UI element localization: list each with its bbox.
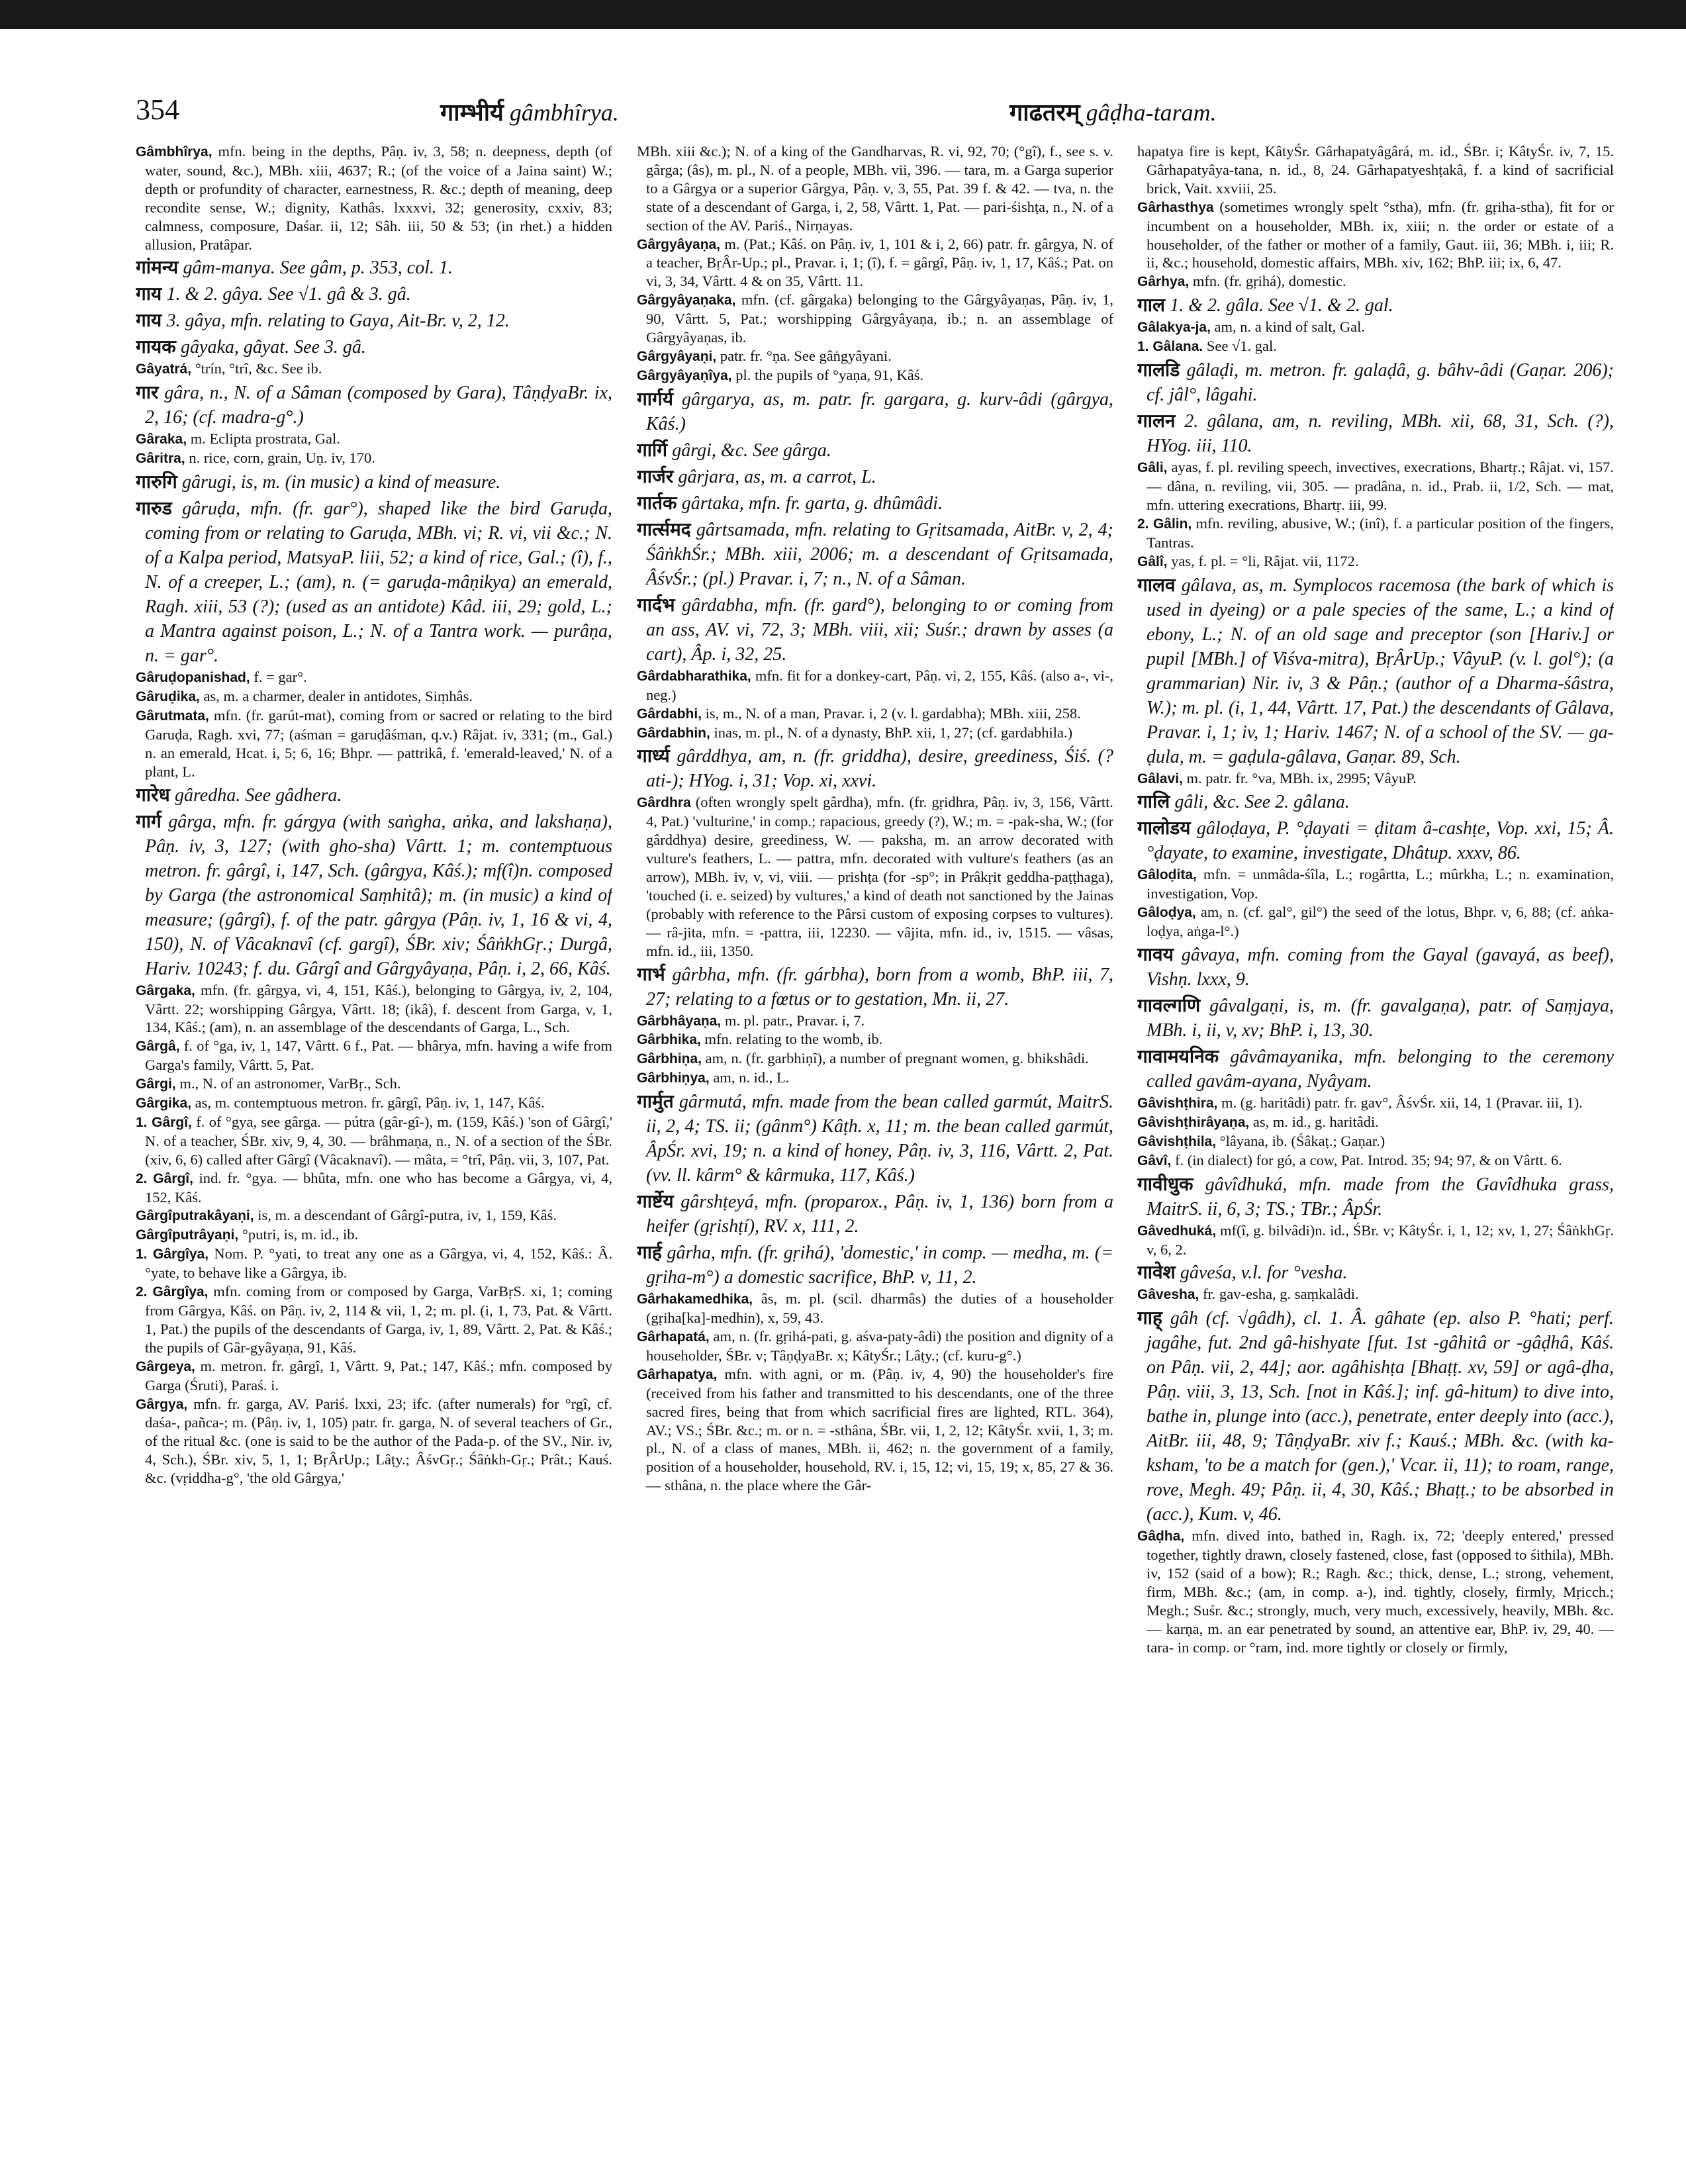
entry-text: gâra, n., N. of a Sâman (composed by Gara), TâṇḍyaBr. ix, 2, 16; (cf. madra-g°.) — [145, 383, 612, 428]
entry-text: mfn. fit for a donkey-cart, Pâṇ. vi, 2, 155, Kâś. (also a-, vi-, neg.) — [646, 667, 1113, 703]
sub-entry — [637, 1068, 1113, 1088]
sub-entry — [1137, 1285, 1614, 1304]
entry-text: is, m., N. of a man, Pravar. i, 2 (v. l. gardabha); MBh. xiii, 258. — [705, 704, 1081, 722]
scan-top-edge — [0, 0, 1686, 29]
entry-text: gârga, mfn. fr. gárgya (with saṅgha, aṅka, and lakshaṇa), Pâṇ. iv, 3, 127; (with gho-sha) Vârtt. 1; m. contemptuous metron. fr. gârgî, i, 147, Sch. (gârgya, Kâś.); mf(î)n. composed by Garga (the astronomical Saṃhitâ); m. (in music) a kind of measure; (gârgî), f. of the patr. gârgya (Pâṇ. iv, 1, 16 & vi, 4, 150), N. of Vâcaknavî (cf. gargî), ŚBr. xiv; ŚâṅkhGṛ.; Durgâ, Hariv. 10243; f. du. Gârgî and Gârgyâyaṇa, Pâṇ. i, 2, 66, Kâś. — [145, 811, 612, 979]
entry-head: गार्ष्टेय — [637, 1190, 674, 1213]
entry-text: mfn. (cf. gârgaka) belonging to the Gârgyâyaṇas, Pâṇ. iv, 1, 90, Vârtt. 5, Pat.; worshipping Gârgyâyaṇa, ib.; n. an assemblage of Gârgyâyaṇas, ib. — [646, 291, 1113, 346]
entry-text: inas, m. pl., N. of a dynasty, BhP. xii, 1, 27; (cf. gardabhila.) — [714, 724, 1073, 741]
entry-head: Gârgi, — [136, 1076, 176, 1092]
entry-head: गाह् — [1137, 1307, 1162, 1329]
entry-text: hapatya fire is kept, KâtyŚr. Gârhapatyâgârá, m. id., ŚBr. i; KâtyŚr. iv, 7, 15. Gârhapatyâya-tana, n. id., 8, 24. Gârhapatyeshṭakâ, f. a kind of sacrificial brick, Vait. xxviii, 25. — [1137, 143, 1614, 197]
sub-entry — [637, 793, 1113, 960]
entry-head: गाय — [136, 309, 162, 332]
entry-head: Gârgâ, — [136, 1039, 180, 1055]
headword-entry — [1137, 1172, 1614, 1221]
sub-entry — [136, 142, 612, 254]
entry-text: (often wrongly spelt gârdha), mfn. (fr. gṛidhra, Pâṇ. iv, 3, 156, Vârtt. 4, Pat.) 'vulturine,' in comp.; rapacious, greedy (?), W.; m. = -pak-sha, W.; (for gârddhya) desire, greediness, W. — paksha, m. an arrow decorated with vulture's feathers, L. — pattra, mfn. decorated with vulture's feathers (as an arrow), MBh. iv, v, vi, viii. — prishṭa (for -sp°; in Prâkṛit geddha-paṭṭhaga), 'touched (i. e. seized) by vultures,' a kind of death not sanctioned by the Jainas (probably with reference to the Pârsi custom of exposing corpses to vultures). — râ-jita, mfn. = -pattra, iii, 12230. — vâjita, mfn. id., iv, 1515. — vâsas, mfn. id., iii, 1350. — [646, 794, 1113, 959]
headword-entry — [637, 1241, 1113, 1290]
entry-head: Gâlî, — [1137, 553, 1168, 569]
entry-head: Gârhapatá, — [637, 1329, 710, 1345]
sub-entry — [136, 1037, 612, 1074]
entry-head: 2. Gâlin, — [1137, 516, 1192, 532]
entry-head: गावामयनिक — [1137, 1045, 1219, 1068]
entry-head: गार्ध्य — [637, 745, 670, 767]
entry-text: mfn. with agni, or m. (Pâṇ. iv, 4, 90) the householder's fire (received from his father and transmitted to his descendants, one of the three sacred fires, being that from which sacrificial fires are lighted, RTL. 364), AV.; VS.; ŚBr. &c.; m. or n. = -sthâna, ŚBr. vii, 1, 2, 12; KâtyŚr. xvii, 1, 3; m. pl., N. of a class of manes, MBh. ii, 462; n. the government of a family, position of a householder, household, RV. i, 15, 12; vi, 15, 19; x, 85, 27 & 36. — sthâna, n. the place where the Gâr- — [646, 1365, 1113, 1494]
sub-entry — [1137, 1221, 1614, 1259]
entry-text: gârha, mfn. (fr. gṛihá), 'domestic,' in comp. — medha, m. (= gṛiha-m°) a domestic sacrifice, BhP. v, 11, 2. — [646, 1243, 1113, 1288]
continued-entry — [637, 142, 1113, 235]
entry-text: gâvîdhuká, mfn. made from the Gavîdhuka grass, MaitrS. ii, 6, 3; TS.; TBr.; ÂpŚr. — [1147, 1174, 1614, 1219]
headword-entry — [136, 497, 612, 668]
entry-text: gâvâmayanika, mfn. belonging to the ceremony called gavâm-ayana, Nyâyam. — [1147, 1047, 1614, 1092]
entry-text: âs, m. pl. (scil. dharmâs) the duties of a householder (gṛiha[ka]-medhin), x, 59, 43. — [646, 1290, 1113, 1327]
entry-text: gâvalgaṇi, is, m. (fr. gavalgaṇa), patr. of Saṃjaya, MBh. i, ii, v, xv; BhP. i, 13, 30. — [1147, 996, 1614, 1041]
sub-entry — [1137, 1113, 1614, 1132]
entry-head: Gârgyâyaṇi, — [637, 348, 717, 364]
entry-head: Gârbhiṇya, — [637, 1070, 710, 1086]
entry-text: mfn. (fr. gârgya, vi, 4, 151, Kâś.), belonging to Gârgya, iv, 2, 104, Vârtt. 22; worshipping Gârgya, Vârtt. 18; (ikâ), f. descent from Garga, v, 1, 134, Kâś.; (am), n. an assemblage of the descendants of Garga, L., Sch. — [145, 981, 612, 1036]
entry-text: (sometimes wrongly spelt °stha), mfn. (fr. gṛiha-stha), fit for or incumbent on a householder, MBh. ix, xiii; n. the order or estate of a householder, of the father or mother of a family, Gaut. iii, 36; MBh. i, iii; R. ii, &c.; household, domestic affairs, MBh. xiv, 162; BhP. iii; ix, 6, 47. — [1147, 198, 1614, 271]
entry-text: gârtaka, mfn. fr. garta, g. dhûmâdi. — [681, 493, 943, 514]
entry-head: गार्गि — [637, 438, 668, 461]
entry-head: Gârgîputrakâyaṇi, — [136, 1208, 254, 1224]
entry-text: am, n. (fr. garbhiṇî), a number of pregnant women, g. bhikshâdi. — [705, 1050, 1089, 1067]
entry-text: MBh. xiii &c.); N. of a king of the Gandharvas, R. vi, 92, 70; (°gî), f., see s. v. gârga; (âs), m. pl., N. of a people, MBh. vii, 396. — tara, m. a Garga superior to a Gârgya or a superior Gârgya, Pâṇ. v, 3, 55, Pat. 39 f. & 42. — tva, n. the state of a descendant of Garga, i, 2, 58, Vârtt. 1, Pat. — pari-śishṭa, n., N. of a section of the AV. Pariś., Nirṇayas. — [637, 143, 1113, 234]
entry-head: Gâritra, — [136, 451, 185, 467]
sub-entry — [1137, 552, 1614, 571]
headword-entry — [1137, 293, 1614, 318]
running-head-right-devanagari: गाढतरम् — [1009, 99, 1080, 126]
sub-entry — [136, 1206, 612, 1225]
entry-text: f. = gar°. — [254, 669, 307, 686]
entry-text: mf(î, g. bilvâdi)n. id., ŚBr. v; KâtyŚr. i, 1, 12; xv, 1, 27; ŚâṅkhGṛ. v, 6, 2. — [1147, 1221, 1614, 1258]
entry-text: m. metron. fr. gârgî, 1, Vârtt. 9, Pat.; 147, Kâś.; mfn. composed by Garga (Śruti), Paraś. i. — [145, 1357, 612, 1394]
entry-text: gârmutá, mfn. made from the bean called garmút, MaitrS. ii, 2, 4; TS. ii; (gânm°) Kâṭh. x, 11; m. the bean called garmút, ÂpŚr. xvi, 19; n. a kind of honey, Pâṇ. iv, 3, 116, Vârtt. 2, Pat. (vv. ll. kârm° & kârmuka, 117, Kâś.) — [646, 1092, 1113, 1186]
running-head-right — [1009, 95, 1217, 128]
entry-text: mfn. coming from or composed by Garga, VarBṛS. xi, 1; coming from Gârgya, Kâś. on Pâṇ. iv, 2, 114 & vii, 1, 2; m. pl. (i, 1, 73, Pat. & Vârtt. 1, Pat.) the pupils of the descendants of Garga, iv, 1, 89, Vârtt. 2, Pat. & Kâś.; the pupils of Gâr-gyâyaṇa, 91, Kâś. — [145, 1283, 612, 1356]
entry-head: Gâvedhuká, — [1137, 1223, 1217, 1239]
entry-head: Gârhasthya — [1137, 199, 1214, 215]
entry-text: mfn. relating to the womb, ib. — [704, 1031, 883, 1048]
entry-text: gârugi, is, m. (in music) a kind of measure. — [182, 472, 501, 493]
entry-head: Gâyatrá, — [136, 361, 192, 377]
entry-text: f. of °ga, iv, 1, 147, Vârtt. 6 f., Pat. — bhârya, mfn. having a wife from Garga's family, Vârtt. 5, Pat. — [145, 1037, 612, 1074]
entry-text: 3. gâya, mfn. relating to Gaya, Ait-Br. v, 2, 12. — [166, 310, 510, 332]
entry-head: गावेश — [1137, 1261, 1176, 1284]
sub-entry — [136, 706, 612, 781]
entry-text: gâveśa, v.l. for °vesha. — [1180, 1262, 1348, 1284]
sub-entry — [136, 1357, 612, 1395]
page-header — [136, 93, 1615, 132]
entry-text: m. patr. fr. °va, MBh. ix, 2995; VâyuP. — [1186, 769, 1417, 786]
entry-head: Gâloḍya, — [1137, 905, 1196, 921]
sub-entry — [1137, 865, 1614, 903]
entry-text: gâredha. See gâdhera. — [174, 784, 342, 806]
entry-head: Gârhya, — [1137, 274, 1190, 290]
column-left — [136, 142, 612, 2155]
sub-entry — [1137, 1132, 1614, 1151]
entry-head: Gâlavi, — [1137, 771, 1183, 786]
entry-text: gâli, &c. See 2. gâlana. — [1174, 792, 1350, 813]
entry-head: Gârdhra — [637, 795, 691, 811]
column-middle — [637, 142, 1113, 2155]
entry-head: Gârgyâyaṇa, — [637, 236, 721, 252]
headword-entry — [1137, 816, 1614, 865]
headword-entry — [637, 1190, 1113, 1239]
sub-entry — [1137, 1527, 1614, 1656]
sub-entry — [637, 1049, 1113, 1068]
entry-text: Nom. P. °yati, to treat any one as a Gârgya, vi, 4, 152, Kâś.: Â. °yate, to behave like a Gârgya, ib. — [145, 1245, 612, 1282]
sub-entry — [1137, 1094, 1614, 1113]
sub-entry — [637, 704, 1113, 724]
sub-entry — [136, 1225, 612, 1245]
entry-text: mfn. reviling, abusive, W.; (inî), f. a particular position of the fingers, Tantras. — [1147, 514, 1614, 551]
entry-head: गायक — [136, 336, 176, 358]
headword-entry — [1137, 943, 1614, 992]
sub-entry — [136, 687, 612, 706]
entry-text: m. Eclipta prostrata, Gal. — [190, 430, 340, 448]
sub-entry — [637, 724, 1113, 743]
entry-text: m. (Pat.; Kâś. on Pâṇ. iv, 1, 101 & i, 2, 66) patr. fr. gârgya, N. of a teacher, BṛÂr-Up.; pl., Pravar. i, 1; (î), f. = gârgî, Pâṇ. iv, 1, 17, Kâś.; Pat. on vi, 3, 34, Vârtt. 4 & on 35, Vârtt. 11. — [646, 235, 1113, 290]
entry-text: yas, f. pl. = °li, Râjat. vii, 1172. — [1171, 552, 1359, 569]
entry-text: patr. fr. °ṇa. See gâṅgyâyani. — [720, 347, 892, 364]
entry-text: gârbha, mfn. (fr. gárbha), born from a womb, BhP. iii, 7, 27; relating to a fœtus or to gestation, Mn. ii, 27. — [646, 964, 1113, 1010]
headword-entry — [1137, 994, 1614, 1043]
entry-text: mfn. being in the depths, Pâṇ. iv, 3, 58; n. deepness, depth (of water, sound, &c.), MBh. xiii, 4637; R.; (of the voice of a Jaina saint) W.; depth or profundity of character, earnestness, R. &c.; depth of meaning, deep recondite sense, W.; dignity, Kathâs. lxxxvi, 32; generosity, cxxiv, 83; calmness, composure, Daśar. ii, 12; Sâh. iii, 50 & 53; (in rhet.) a hidden allusion, Pratâpar. — [145, 143, 612, 253]
entry-head: गार्दभ — [637, 593, 675, 616]
headword-entry — [1137, 1306, 1614, 1527]
entry-head: Gâruḍika, — [136, 689, 200, 705]
sub-entry — [136, 1395, 612, 1488]
sub-entry — [637, 667, 1113, 704]
entry-head: Gârgyâyaṇîya, — [637, 367, 732, 383]
sub-entry — [136, 430, 612, 449]
headword-entry — [1137, 1045, 1614, 1094]
column-right — [1137, 142, 1614, 2155]
sub-entry — [136, 1245, 612, 1282]
entry-text: as, m. id., g. haritâdi. — [1252, 1113, 1379, 1130]
entry-text: gâlaḍi, m. metron. fr. galaḍâ, g. bâhv-âdi (Gaṇar. 206); cf. jâl°, lâgahi. — [1147, 360, 1614, 406]
entry-head: गार्गर्य — [637, 387, 674, 410]
sub-entry — [637, 1327, 1113, 1365]
entry-text: gâyaka, gâyat. See 3. gâ. — [181, 337, 366, 358]
entry-head: गालोडय — [1137, 817, 1191, 839]
sub-entry — [1137, 318, 1614, 337]
sub-entry — [1137, 514, 1614, 552]
headword-entry — [637, 593, 1113, 667]
entry-head: Gârdabhin, — [637, 725, 710, 741]
entry-head: Gârgeya, — [136, 1358, 195, 1374]
entry-head: Gâvishṭhira, — [1137, 1096, 1218, 1112]
entry-text: 1. & 2. gâla. See √1. & 2. gal. — [1170, 295, 1393, 316]
entry-head: Gâvishṭhirâyaṇa, — [1137, 1114, 1250, 1130]
entry-text: gâvaya, mfn. coming from the Gayal (gavayá, as beef), Vishṇ. lxxx, 9. — [1147, 945, 1614, 990]
entry-head: 1. Gârgî, — [136, 1114, 192, 1130]
running-head-right-latin: gâḍha-taram. — [1086, 99, 1217, 126]
entry-head: Gâraka, — [136, 432, 187, 448]
sub-entry — [136, 1113, 612, 1169]
entry-head: गालव — [1137, 573, 1176, 596]
entry-text: gârshṭeyá, mfn. (proparox., Pâṇ. iv, 1, 136) born from a heifer (gṛishṭí), RV. x, 111, 2. — [646, 1192, 1113, 1237]
headword-entry — [136, 470, 612, 495]
entry-head: Gârutmata, — [136, 708, 209, 724]
entry-head: गालन — [1137, 410, 1176, 432]
entry-head: गाय — [136, 283, 162, 305]
headword-entry — [136, 381, 612, 430]
sub-entry — [637, 1365, 1113, 1495]
entry-text: as, m. a charmer, dealer in antidotes, Siṃhâs. — [203, 688, 473, 705]
sub-entry — [637, 1290, 1113, 1327]
entry-head: Gârbhiṇa, — [637, 1051, 702, 1067]
sub-entry — [1137, 903, 1614, 941]
entry-text: gâloḍaya, P. °ḍayati = ḍitam â-cashṭe, Vop. xxi, 15; Â. °ḍayate, to examine, investigate, Dhâtup. xxxv, 86. — [1147, 818, 1614, 864]
headword-entry — [136, 810, 612, 981]
entry-head: गार्ग — [136, 810, 162, 832]
entry-head: Gârhapatya, — [637, 1366, 718, 1382]
continued-entry — [1137, 142, 1614, 198]
sub-entry — [136, 668, 612, 687]
entry-text: gârdabha, mfn. (fr. gard°), belonging to or coming from an ass, AV. vi, 72, 3; MBh. viii, xii; Suśr.; drawn by asses (a cart), Âp. i, 32, 25. — [646, 594, 1113, 665]
entry-text: gâruḍa, mfn. (fr. gar°), shaped like the bird Garuḍa, coming from or relating to Garuḍa, MBh. vi; R. vi, vii &c.; N. of a Kalpa period, MatsyaP. liii, 52; a kind of rice, Gal.; (î), f., N. of a creeper, L.; (am), n. (= garuḍa-mâṇikya) an emerald, Ragh. xiii, 53 (?); (used as an antidote) Kâd. iii, 29; gold, L.; a Mantra against poison, L.; N. of a Tantra work. — purâṇa, n. = gar°. — [145, 499, 612, 667]
entry-text: gârjara, as, m. a carrot, L. — [678, 466, 876, 487]
entry-text: am, n. a kind of salt, Gal. — [1214, 318, 1365, 336]
headword-entry — [637, 465, 1113, 489]
entry-head: गार्ह — [637, 1241, 662, 1264]
entry-text: ind. fr. °gya. — bhûta, mfn. one who has become a Gârgya, vi, 4, 152, Kâś. — [145, 1169, 612, 1206]
headword-entry — [637, 963, 1113, 1012]
entry-head: Gâli, — [1137, 460, 1168, 476]
sub-entry — [136, 1074, 612, 1094]
sub-entry — [136, 1169, 612, 1207]
entry-head: Gârhakamedhika, — [637, 1292, 753, 1307]
entry-head: Gâmbhîrya, — [136, 144, 212, 160]
entry-text: am, n. id., L. — [713, 1069, 790, 1086]
entry-head: गावल्गणि — [1137, 994, 1201, 1017]
entry-text: gâm-manya. See gâm, p. 353, col. 1. — [183, 258, 453, 279]
entry-text: m., N. of an astronomer, VarBṛ., Sch. — [179, 1075, 401, 1092]
sub-entry — [1137, 337, 1614, 356]
sub-entry — [1137, 198, 1614, 273]
entry-head: Gârgyâyaṇaka, — [637, 293, 736, 309]
entry-head: Gâvishṭhila, — [1137, 1133, 1217, 1149]
entry-head: Gâvesha, — [1137, 1287, 1199, 1303]
entry-head: गालि — [1137, 790, 1170, 813]
headword-entry — [637, 387, 1113, 436]
entry-head: गार्जर — [637, 465, 674, 487]
entry-head: Gârgika, — [136, 1096, 192, 1112]
sub-entry — [136, 449, 612, 468]
entry-text: gâlava, as, m. Symplocos racemosa (the bark of which is used in dyeing) or a pale species of the same, L.; a kind of ebony, L.; N. of an old sage and preceptor (son [Hariv.] or pupil [MBh.] of Viśva-mitra), BṛÂrUp.; VâyuP. (v. l. gol°); (a grammarian) Nir. iv, 3 & Pâṇ.; (author of a Dharma-śâstra, W.); m. pl. (i, 1, 44, Vârtt. 17, Pat.) the descendants of Gâlava, Pravar. i, 1; iv, 1; Hariv. 1467; N. of a school of the SV. — ga-ḍula, m. = gaḍula-gâlava, Gaṇar. 89, Sch. — [1147, 575, 1614, 767]
sub-entry — [136, 1094, 612, 1113]
sub-entry — [136, 1282, 612, 1357]
entry-head: गार्तक — [637, 491, 677, 514]
headword-entry — [136, 282, 612, 307]
sub-entry — [1137, 1151, 1614, 1170]
sub-entry — [1137, 458, 1614, 514]
entry-head: 1. Gâlana. — [1137, 339, 1203, 355]
running-head-left-latin: gâmbhîrya. — [509, 99, 619, 126]
entry-head: गारुगि — [136, 471, 177, 493]
headword-entry — [1137, 1260, 1614, 1285]
headword-entry — [136, 309, 612, 333]
entry-head: Gâḍha, — [1137, 1529, 1185, 1544]
entry-text: fr. gav-esha, g. saṃkalâdi. — [1203, 1286, 1359, 1303]
entry-text: am, n. (cf. gal°, gil°) the seed of the lotus, Bhpr. v, 6, 88; (cf. aṅka-loḍya, aṅga-l°.) — [1147, 904, 1614, 940]
sub-entry — [637, 291, 1113, 347]
entry-text: am, n. (fr. gṛihá-pati, g. aśva-paty-âdi) the position and dignity of a householder, ŚBr. v; TâṇḍyaBr. x; KâtyŚr.; Lâṭy.; (cf. kuru-g°.) — [646, 1328, 1113, 1364]
running-head-left-devanagari: गाम्भीर्य — [440, 99, 504, 126]
entry-head: Gâruḍopanishad, — [136, 670, 250, 686]
entry-text: gârtsamada, mfn. relating to Gṛitsamada, AitBr. v, 2, 4; ŚâṅkhŚr.; MBh. xiii, 2006; m. a descendant of Gṛitsamada, ÂśvŚr.; (pl.) Pravar. i, 7; n., N. of a Sâman. — [646, 519, 1113, 589]
headword-entry — [136, 335, 612, 359]
headword-entry — [637, 438, 1113, 463]
entry-head: गार्भ — [637, 963, 665, 985]
entry-head: Gârgaka, — [136, 982, 195, 998]
headword-entry — [637, 744, 1113, 793]
entry-head: Gâvî, — [1137, 1153, 1172, 1168]
headword-entry — [1137, 573, 1614, 769]
running-head-left — [440, 95, 619, 128]
page-number: 354 — [136, 93, 179, 126]
entry-text: 2. gâlana, am, n. reviling, MBh. xii, 68, 31, Sch. (?), HYog. iii, 110. — [1147, 411, 1614, 457]
entry-text: °lâyana, ib. (Śâkaṭ.; Gaṇar.) — [1219, 1132, 1385, 1149]
entry-head: Gâloḍita, — [1137, 867, 1197, 883]
entry-text: mfn. (fr. garút-mat), coming from or sacred or relating to the bird Garuḍa, Ragh. xvi, 77; (aśman = garuḍâśman, q.v.) Râjat. iv, 331; (m., Gal.) n. an emerald, Hcat. i, 5; 6, 16; Bhpr. — pattrikâ, f. 'emerald-leaved,' N. of a plant, L. — [145, 706, 612, 780]
entry-text: f. of °gya, see gârga. — pútra (gâr-gî-), m. (159, Kâś.) 'son of Gârgî,' N. of a teacher, ŚBr. xiv, 9, 4, 30. — brâhmaṇa, n., N. of a section of the ŚBr. (xiv, 6, 6) called after Gârgî (Vâcaknavî). — mâta, = °trî, Pâṇ. vii, 3, 107, Pat. — [145, 1113, 612, 1168]
entry-text: ayas, f. pl. reviling speech, invectives, execrations, Bhartṛ.; Râjat. vi, 157. — dâna, n. reviling, vii, 305. — pradâna, n. id., Prab. ii, 1/2, Sch. — mat, mfn. uttering execrations, Bhartṛ. iii, 99. — [1147, 459, 1614, 513]
headword-entry — [637, 518, 1113, 591]
sub-entry — [637, 235, 1113, 291]
entry-head: गारुड — [136, 497, 172, 520]
entry-text: f. (in dialect) for gó, a cow, Pat. Introd. 35; 94; 97, & on Vârtt. 6. — [1175, 1151, 1562, 1168]
entry-head: Gârgya, — [136, 1396, 188, 1412]
sub-entry — [136, 981, 612, 1037]
sub-entry — [1137, 769, 1614, 788]
entry-head: 2. Gârgî, — [136, 1170, 193, 1186]
entry-head: गाल — [1137, 294, 1166, 316]
entry-text: mfn. dived into, bathed in, Ragh. ix, 72; 'deeply entered,' pressed together, tightly drawn, closely fastened, close, fast (opposed to śithila), MBh. iv, 152 (said of a bow); R.; Ragh. &c.; thick, dense, L.; strong, vehement, firm, MBh. &c.; (am, in comp. a-), ind. tightly, closely, firmly, Mṛicch.; Megh.; Suśr. &c.; strongly, much, very much, excessively, heavily, MBh. &c. — karṇa, m. an ear penetrated by sound, an attentive ear, BhP. iv, 29, 40. — tara- in comp. or °ram, ind. more tightly or closely or firmly, — [1147, 1527, 1614, 1656]
headword-entry — [136, 783, 612, 808]
entry-head: Gârbhâyaṇa, — [637, 1013, 722, 1029]
entry-head: Gârgîputrâyaṇi, — [136, 1227, 239, 1243]
headword-entry — [136, 256, 612, 280]
entry-head: गारेध — [136, 783, 170, 806]
entry-text: gârgi, &c. See gârga. — [672, 440, 831, 461]
entry-text: See √1. gal. — [1206, 338, 1277, 355]
entry-text: °putri, is, m. id., ib. — [242, 1226, 359, 1243]
entry-text: mfn. (fr. gṛihá), domestic. — [1192, 273, 1346, 290]
sub-entry — [637, 366, 1113, 385]
entry-text: gârgarya, as, m. patr. fr. gargara, g. kurv-âdi (gârgya, Kâś.) — [646, 389, 1113, 434]
entry-text: is, m. a descendant of Gârgî-putra, iv, 1, 159, Kâś. — [258, 1207, 557, 1224]
headword-entry — [1137, 409, 1614, 458]
headword-entry — [637, 1090, 1113, 1188]
sub-entry — [637, 1030, 1113, 1049]
entry-head: Gâlakya-ja, — [1137, 320, 1211, 336]
headword-entry — [637, 491, 1113, 516]
headword-entry — [1137, 790, 1614, 814]
entry-head: Gârdabhi, — [637, 706, 702, 722]
sub-entry — [136, 359, 612, 379]
entry-head: 1. Gârgîya, — [136, 1247, 209, 1262]
entry-head: Gârbhika, — [637, 1032, 701, 1048]
entry-text: m. (g. haritâdi) patr. fr. gav°, ÂśvŚr. xii, 14, 1 (Pravar. iii, 1). — [1221, 1094, 1583, 1112]
entry-text: n. rice, corn, grain, Uṇ. iv, 170. — [189, 450, 375, 467]
entry-head: गार्मुत — [637, 1090, 674, 1113]
entry-head: गालडि — [1137, 359, 1180, 381]
entry-text: mfn. fr. garga, AV. Pariś. lxxi, 23; ifc. (after numerals) for °rgî, cf. daśa-, pañca-; m. (Pâṇ. iv, 1, 105) patr. fr. garga, N. of several teachers of Gr., of the ritual &c. (one is said to be the author of the Pada-p. of the SV., Nir. iv, 4, Sch.), ŚBr. xiv, 5, 1, 1; BṛÂrUp.; Lâṭy.; ÂśvGṛ.; Śâṅkh-Gṛ.; Prât.; Kauś. &c. (vṛiddha-g°, 'the old Gârgya,' — [145, 1395, 612, 1487]
entry-head: गावय — [1137, 943, 1174, 966]
entry-head: गावीधुक — [1137, 1172, 1194, 1195]
sub-entry — [1137, 272, 1614, 291]
entry-head: गार — [136, 381, 159, 404]
entry-head: Gârdabharathika, — [637, 668, 751, 684]
entry-head: 2. Gârgîya, — [136, 1284, 209, 1300]
entry-head: गांमन्य — [136, 256, 179, 279]
entry-text: m. pl. patr., Pravar. i, 7. — [724, 1012, 865, 1029]
entry-text: as, m. contemptuous metron. fr. gârgî, Pâṇ. iv, 1, 147, Kâś. — [195, 1094, 545, 1112]
entry-text: gâh (cf. √gâdh), cl. 1. Â. gâhate (ep. also P. °hati; perf. jagâhe, fut. 2nd gâ-hishyate [fut. 1st -gâhitâ or -gâḍhâ, Kâś. on Pâṇ. vii, 2, 44]; aor. agâhishṭa [Bhaṭṭ. xv, 59] or agâ-ḍha, Pâṇ. viii, 3, 13, Sch. [not in Kâś.]; inf. gâ-hitum) to dive into, bathe in, plunge into (acc.), penetrate, enter deeply into (acc.), AitBr. iii, 48, 9; TâṇḍyaBr. xiv f.; Kauś.; MBh. &c. (with ka-ksham, 'to be a match for (gen.),' Vcar. ii, 11); to roam, range, rove, Megh. 49; Pâṇ. ii, 4, 30, Kâś.; Bhaṭṭ.; to be absorbed in (acc.), Kum. v, 46. — [1147, 1308, 1614, 1525]
sub-entry — [637, 1012, 1113, 1031]
entry-text: 1. & 2. gâya. See √1. gâ & 3. gâ. — [166, 284, 411, 305]
entry-head: गार्त्समद — [637, 518, 691, 540]
entry-text: pl. the pupils of °yaṇa, 91, Kâś. — [735, 366, 924, 383]
entry-text: gârddhya, am, n. (fr. griddha), desire, greediness, Śiś. (?ati-); HYog. i, 31; Vop. xi, xxvi. — [646, 746, 1113, 792]
entry-text: mfn. = unmâda-śîla, L.; rogârtta, L.; mûrkha, L.; n. examination, investigation, Vop. — [1147, 866, 1614, 902]
entry-text: °trín, °trî, &c. See ib. — [195, 360, 322, 377]
headword-entry — [1137, 358, 1614, 407]
sub-entry — [637, 347, 1113, 366]
